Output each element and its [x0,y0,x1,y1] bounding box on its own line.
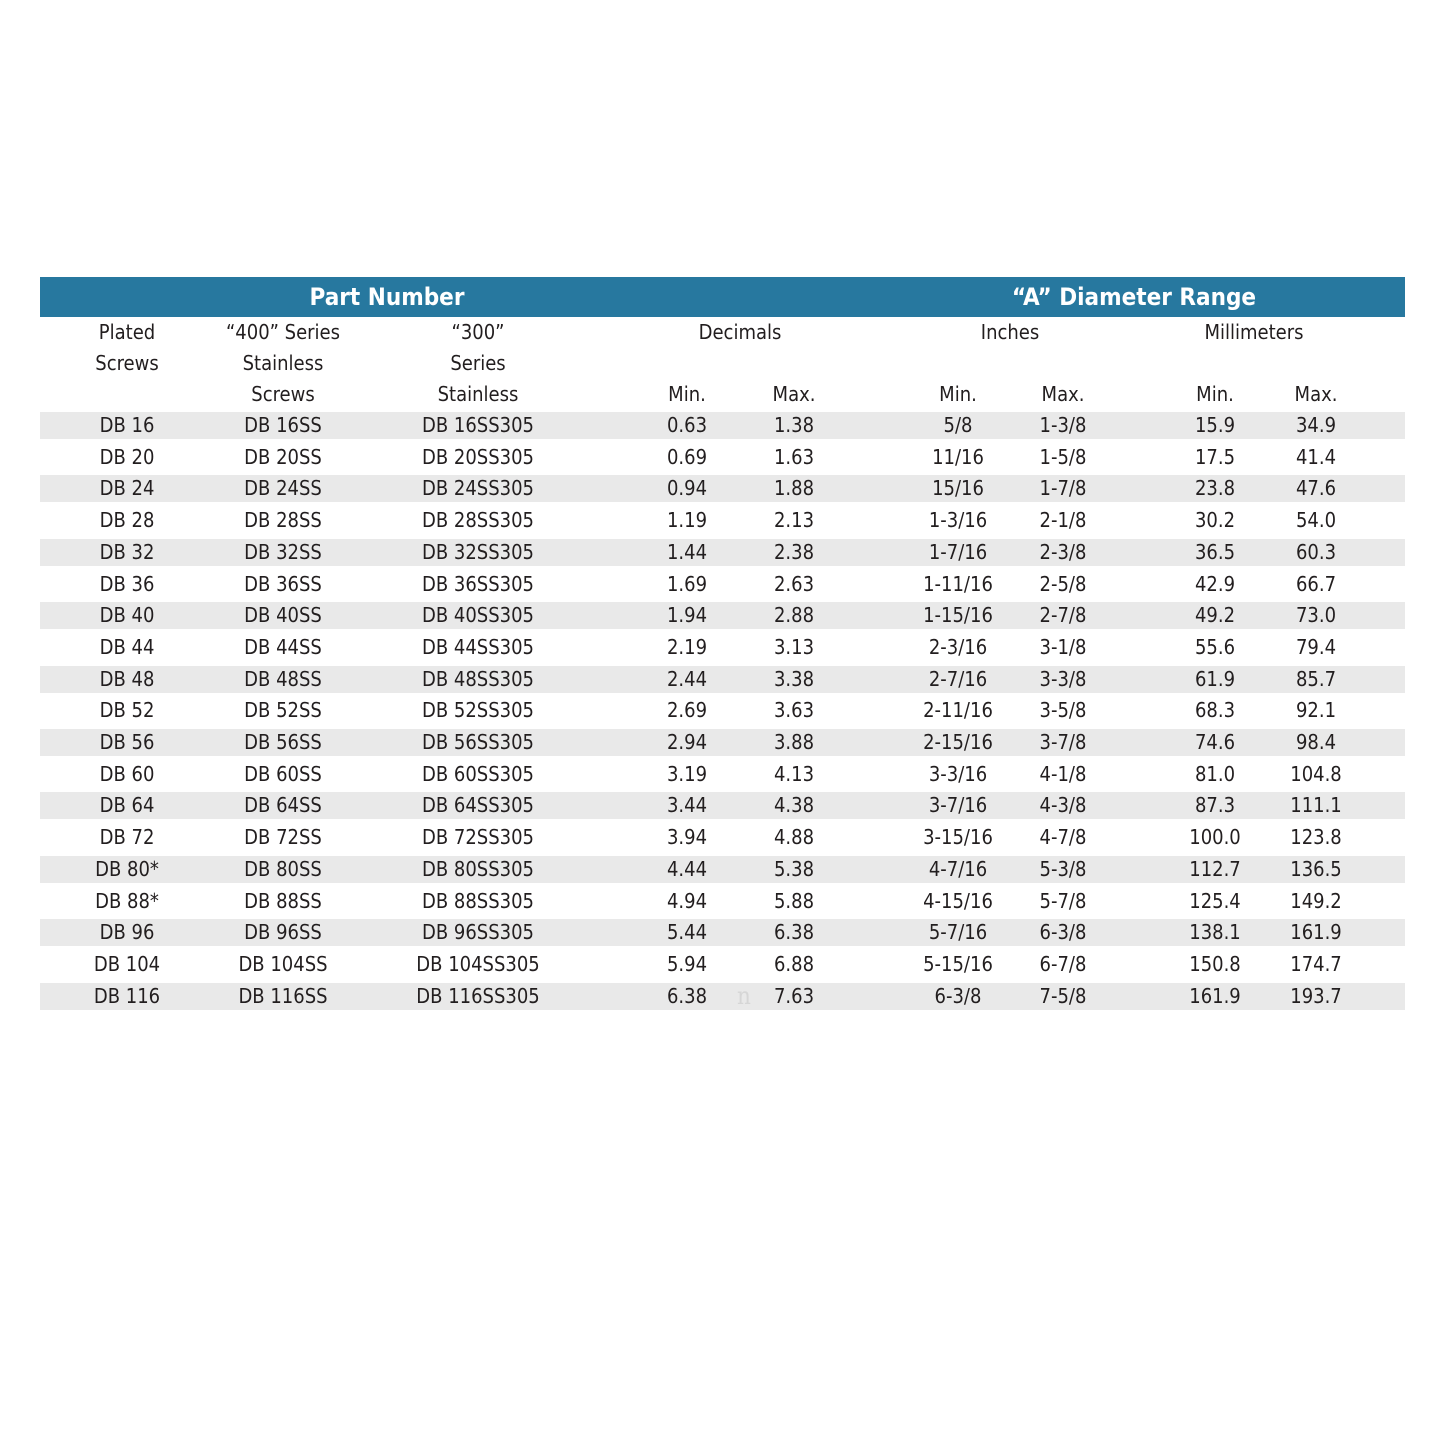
col-header-mm-max: Max. [1294,382,1338,406]
cell: 2-5/8 [1039,571,1087,596]
cell: 55.6 [1194,634,1236,659]
cell: 98.4 [1295,730,1337,754]
cell: DB 24SS305 [422,476,534,501]
cell: 4-7/8 [1039,825,1087,850]
cell: 1-7/8 [1039,476,1087,501]
cell: 2.44 [666,666,708,691]
col-header-inches-min: Min. [939,382,977,406]
group-header-diameter-range: “A” Diameter Range [1011,283,1257,311]
cell: 149.2 [1290,888,1342,913]
cell: 100.0 [1189,825,1241,850]
cell: 5-7/8 [1039,888,1087,913]
cell: 1.69 [666,571,708,596]
table-row [40,600,1405,632]
cell: 112.7 [1189,856,1241,881]
cell: 3-7/16 [928,793,988,818]
cell: DB 20 [99,444,155,469]
cell: DB 96SS305 [422,920,534,945]
cell: DB 32SS [244,539,322,564]
cell: 4-3/8 [1039,793,1087,818]
cell: 3.13 [773,634,815,659]
cell: 2-1/8 [1039,508,1087,533]
cell: 3-3/8 [1039,666,1087,691]
cell: DB 72SS [244,825,322,850]
cell: DB 52SS [244,698,322,723]
cell: 4.44 [666,856,708,881]
cell: 4.94 [666,888,708,913]
cell: 2.94 [666,730,708,754]
cell: 3.63 [773,698,815,723]
col-header-300series-line2: Series [450,351,506,375]
cell: 1-5/8 [1039,444,1087,469]
cell: DB 40SS305 [422,603,534,628]
cell: DB 36SS [244,571,322,596]
cell: 87.3 [1194,793,1236,818]
cell: 61.9 [1194,666,1236,691]
cell: DB 104 [93,951,161,976]
cell: DB 64 [99,793,155,818]
col-header-decimals: Decimals [698,320,782,344]
cell: DB 96 [99,920,155,945]
table-column-headers [40,317,1405,410]
cell: 1.94 [666,603,708,628]
cell: 5-15/16 [923,951,993,976]
cell: 3.19 [666,761,708,786]
cell: DB 40SS [244,603,322,628]
cell: 11/16 [932,444,984,469]
cell: 3.38 [773,666,815,691]
col-header-plated-line1: Plated [98,320,156,344]
cell: DB 24 [99,476,155,501]
cell: 6.38 [773,920,815,945]
cell: DB 32 [99,539,155,564]
cell: 15/16 [932,476,984,501]
cell: 1.44 [666,539,708,564]
cell: DB 116SS [238,983,328,1008]
cell: 2.19 [666,634,708,659]
cell: 1.63 [773,444,815,469]
cell: DB 44SS [244,634,322,659]
cell: DB 52SS305 [422,698,534,723]
cell: DB 36 [99,571,155,596]
col-header-decimals-min: Min. [668,382,706,406]
cell: 17.5 [1194,444,1236,469]
table-row [40,664,1405,696]
cell: DB 28 [99,508,155,533]
cell: 1.19 [666,508,708,533]
cell: DB 64SS [244,793,322,818]
cell: DB 72SS305 [422,825,534,850]
cell: 2-11/16 [923,698,993,723]
cell: 3-15/16 [923,825,993,850]
cell: 41.4 [1295,444,1337,469]
part-number-diameter-table [40,277,1405,1013]
cell: 1-3/8 [1039,413,1087,437]
cell: 1.88 [773,476,815,501]
cell: 1-3/16 [928,508,988,533]
cell: 2.88 [773,603,815,628]
cell: DB 116SS305 [416,983,540,1008]
cell: 5.94 [666,951,708,976]
cell: DB 28SS [244,508,322,533]
col-header-400series-line1: “400” Series [225,320,341,344]
cell: 2-15/16 [923,730,993,754]
cell: 0.63 [666,413,708,437]
table-row [40,822,1405,854]
col-header-300series-line3: Stainless [437,382,519,406]
cell: 4-15/16 [923,888,993,913]
cell: 123.8 [1290,825,1342,850]
cell: 92.1 [1295,698,1337,723]
cell: 6-3/8 [934,983,982,1008]
col-header-millimeters: Millimeters [1204,320,1304,344]
cell: 5.44 [666,920,708,945]
cell: DB 48SS305 [422,666,534,691]
cell: DB 60SS305 [422,761,534,786]
cell: 138.1 [1189,920,1241,945]
col-header-400series-line2: Stainless [242,351,324,375]
cell: DB 20SS305 [422,444,534,469]
cell: 5.88 [773,888,815,913]
table-row [40,790,1405,822]
cell: DB 24SS [244,476,322,501]
cell: DB 64SS305 [422,793,534,818]
cell: DB 104SS305 [416,951,540,976]
cell: 3.44 [666,793,708,818]
cell: 1-11/16 [923,571,993,596]
cell: 6.38 [666,983,708,1008]
table-row [40,759,1405,791]
table-row [40,569,1405,601]
cell: 66.7 [1295,571,1337,596]
cell: 30.2 [1194,508,1236,533]
cell: DB 36SS305 [422,571,534,596]
cell: 73.0 [1295,603,1337,628]
table-group-header-bar [40,277,1405,317]
cell: DB 72 [99,825,155,850]
cell: 5/8 [943,413,973,437]
table-row [40,442,1405,474]
cell: DB 80SS [244,856,322,881]
cell: DB 16SS [244,413,322,437]
cell: 150.8 [1189,951,1241,976]
cell: DB 60SS [244,761,322,786]
table-row [40,886,1405,918]
cell: 5.38 [773,856,815,881]
col-header-decimals-max: Max. [772,382,816,406]
cell: 81.0 [1194,761,1236,786]
cell: 68.3 [1194,698,1236,723]
cell: DB 16SS305 [422,413,534,437]
table-row [40,949,1405,981]
col-header-inches-max: Max. [1041,382,1085,406]
cell: 7.63 [773,983,815,1008]
cell: 125.4 [1189,888,1241,913]
cell: DB 16 [99,413,155,437]
cell: 3.94 [666,825,708,850]
cell: 36.5 [1194,539,1236,564]
cell: 54.0 [1295,508,1337,533]
cell: DB 56SS305 [422,730,534,754]
cell: DB 60 [99,761,155,786]
table-row [40,695,1405,727]
cell: 4-1/8 [1039,761,1087,786]
cell: 74.6 [1194,730,1236,754]
cell: 49.2 [1194,603,1236,628]
cell: 4.88 [773,825,815,850]
cell: 2-7/16 [928,666,988,691]
cell: 6-7/8 [1039,951,1087,976]
cell: DB 44SS305 [422,634,534,659]
cell: DB 88* [95,888,159,913]
cell: 4.38 [773,793,815,818]
cell: 2.13 [773,508,815,533]
table-body [40,410,1405,1013]
cell: 1-15/16 [923,603,993,628]
cell: 2-3/16 [928,634,988,659]
cell: 193.7 [1290,983,1342,1008]
cell: DB 28SS305 [422,508,534,533]
col-header-inches: Inches [980,320,1040,344]
cell: 5-7/16 [928,920,988,945]
table-row [40,505,1405,537]
cell: 3-7/8 [1039,730,1087,754]
cell: DB 88SS [244,888,322,913]
cell: DB 48SS [244,666,322,691]
cell: 161.9 [1189,983,1241,1008]
table-row [40,537,1405,569]
col-header-300series-line1: “300” [451,320,505,344]
cell: DB 88SS305 [422,888,534,913]
cell: 79.4 [1295,634,1337,659]
cell: 2.69 [666,698,708,723]
cell: DB 116 [93,983,161,1008]
cell: 111.1 [1290,793,1342,818]
table-row [40,410,1405,442]
cell: 5-3/8 [1039,856,1087,881]
cell: 4.13 [773,761,815,786]
cell: 3-1/8 [1039,634,1087,659]
cell: 161.9 [1290,920,1342,945]
table-row [40,473,1405,505]
cell: 2-7/8 [1039,603,1087,628]
cell: 23.8 [1194,476,1236,501]
cell: 3.88 [773,730,815,754]
cell: DB 56SS [244,730,322,754]
cell: DB 44 [99,634,155,659]
cell: 60.3 [1295,539,1337,564]
cell: DB 40 [99,603,155,628]
cell: DB 104SS [238,951,328,976]
cell: DB 20SS [244,444,322,469]
cell: 47.6 [1295,476,1337,501]
cell: 104.8 [1290,761,1342,786]
cell: DB 52 [99,698,155,723]
cell: 1-7/16 [928,539,988,564]
cell: DB 80* [95,856,159,881]
cell: 0.94 [666,476,708,501]
cell: DB 80SS305 [422,856,534,881]
cell: DB 48 [99,666,155,691]
table-row [40,917,1405,949]
cell: 2.63 [773,571,815,596]
table-row [40,981,1405,1013]
table-row [40,632,1405,664]
cell: 3-5/8 [1039,698,1087,723]
watermark-artifact-glyph: n [737,982,751,1010]
cell: 15.9 [1194,413,1236,437]
cell: 3-3/16 [928,761,988,786]
col-header-plated-line2: Screws [95,351,159,375]
cell: DB 96SS [244,920,322,945]
cell: 0.69 [666,444,708,469]
cell: 1.38 [773,413,815,437]
cell: 6.88 [773,951,815,976]
cell: DB 32SS305 [422,539,534,564]
cell: 136.5 [1290,856,1342,881]
col-header-400series-line3: Screws [251,382,315,406]
col-header-mm-min: Min. [1196,382,1234,406]
table-row [40,854,1405,886]
cell: 6-3/8 [1039,920,1087,945]
cell: 85.7 [1295,666,1337,691]
cell: 42.9 [1194,571,1236,596]
cell: 2.38 [773,539,815,564]
cell: 2-3/8 [1039,539,1087,564]
cell: 7-5/8 [1039,983,1087,1008]
cell: 4-7/16 [928,856,988,881]
group-header-part-number: Part Number [309,283,465,311]
cell: DB 56 [99,730,155,754]
cell: 174.7 [1290,951,1342,976]
cell: 34.9 [1295,413,1337,437]
table-row [40,727,1405,759]
